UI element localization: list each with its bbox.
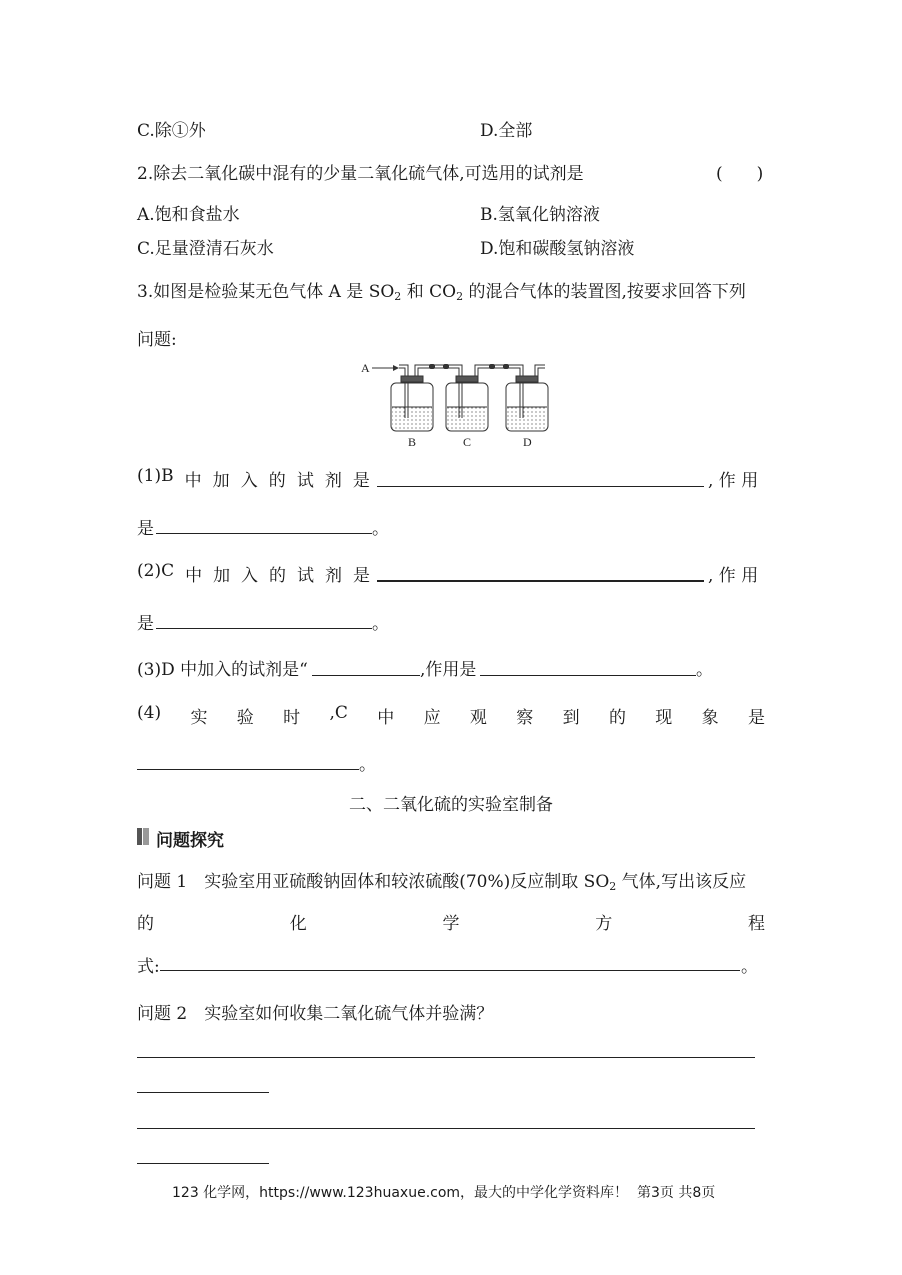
q3-part2-char: 是 bbox=[352, 566, 370, 586]
q3-part1-reagent-blank[interactable] bbox=[377, 486, 704, 487]
q3-part2-char: 试 bbox=[297, 566, 315, 586]
q3-part1-char: 的 bbox=[268, 471, 286, 491]
q3-part4-char: 是 bbox=[747, 708, 765, 728]
gas-washing-apparatus-figure bbox=[355, 355, 555, 451]
heading-marker-icon bbox=[137, 828, 142, 845]
q3-part4-char: 时 bbox=[283, 708, 301, 728]
wt2-question: 问题 2 实验室如何收集二氧化硫气体并验满？ bbox=[137, 1004, 494, 1024]
wt1-char: 方 bbox=[595, 914, 613, 934]
q3-stem-part: 和 CO bbox=[401, 282, 457, 302]
q3-part3-purpose-blank[interactable] bbox=[480, 675, 696, 676]
q3-part3-prefix: (3)D 中加入的试剂是“ bbox=[137, 660, 308, 680]
q3-part1-prompt bbox=[137, 466, 370, 491]
section-title: 二、二氧化硫的实验室制备 bbox=[349, 795, 553, 815]
q3-part4-end: 。 bbox=[359, 755, 376, 775]
q3-sub: 2 bbox=[456, 290, 464, 303]
q3-part2-char: 入 bbox=[241, 566, 259, 586]
q3-stem-part: 3.如图是检验某无色气体 A 是 SO bbox=[137, 282, 395, 302]
q3-part1-char: 加 bbox=[212, 471, 230, 491]
wt1-char: 学 bbox=[442, 914, 460, 934]
wt1-char: 化 bbox=[289, 914, 307, 934]
wt1-char: 的 bbox=[137, 914, 154, 934]
q3-part4-char: ,C bbox=[329, 703, 348, 723]
section-heading: 问题探究 bbox=[156, 831, 224, 851]
q2-stem: 2.除去二氧化碳中混有的少量二氧化硫气体,可选用的试剂是 bbox=[137, 164, 584, 184]
wt2-answer-blank[interactable] bbox=[137, 1057, 755, 1058]
q3-part4-char: 观 bbox=[469, 708, 487, 728]
q3-part4-prompt bbox=[137, 703, 765, 728]
footer-text: 123 化学网，https://www.123huaxue.com，最大的中学化学资料库！ bbox=[172, 1185, 629, 1201]
q2-option-c: C.足量澄清石灰水 bbox=[137, 239, 274, 259]
q3-part1-purpose-blank[interactable] bbox=[156, 533, 372, 534]
q3-part2-char: (2)C bbox=[137, 561, 175, 581]
q3-part4-char: 现 bbox=[655, 708, 673, 728]
q3-stem-part: 的混合气体的装置图,按要求回答下列 bbox=[463, 282, 746, 302]
q3-part2-end: 。 bbox=[372, 614, 389, 634]
wt1-line1 bbox=[137, 867, 746, 893]
q3-part1-char: (1)B bbox=[137, 466, 174, 486]
q3-stem-line2: 问题: bbox=[137, 330, 177, 350]
q3-part4-char: 察 bbox=[516, 708, 534, 728]
figure-inlet-label: A bbox=[361, 361, 370, 375]
q3-part2-reagent-blank[interactable] bbox=[377, 580, 704, 582]
wt2-answer-blank[interactable] bbox=[137, 1092, 269, 1093]
q3-part2-line2-prefix: 是 bbox=[137, 614, 154, 634]
wt1-line3-end: 。 bbox=[741, 957, 758, 977]
q2-answer-paren: ( ) bbox=[716, 164, 764, 184]
q3-part1-char: 入 bbox=[240, 471, 258, 491]
wt1-line2 bbox=[137, 909, 765, 934]
q3-part1-char: 剂 bbox=[324, 471, 342, 491]
q3-part3-mid: ,作用是 bbox=[420, 660, 477, 680]
q3-stem bbox=[137, 277, 746, 303]
wt1-part: 气体,写出该反应 bbox=[616, 872, 747, 892]
wt1-sub: 2 bbox=[609, 880, 617, 893]
q3-part3-end: 。 bbox=[696, 660, 713, 680]
wt1-part: 问题 1 实验室用亚硫酸钠固体和较浓硫酸(70%)反应制取 SO bbox=[137, 872, 610, 892]
q3-part2-char: 加 bbox=[213, 566, 231, 586]
q2-option-b: B.氢氧化钠溶液 bbox=[480, 205, 600, 225]
q3-part2-char: 中 bbox=[185, 566, 203, 586]
q3-sub: 2 bbox=[394, 290, 402, 303]
q3-part1-char: 试 bbox=[296, 471, 314, 491]
q3-part4-char: (4) bbox=[137, 703, 162, 723]
q3-part1-line2-prefix: 是 bbox=[137, 519, 154, 539]
q3-part4-char: 实 bbox=[190, 708, 208, 728]
footer-page-number: 第3页 共8页 bbox=[637, 1185, 716, 1201]
q3-part2-tail: , 作 用 bbox=[708, 566, 759, 586]
figure-label-b: B bbox=[408, 435, 417, 449]
q3-part4-char: 的 bbox=[608, 708, 626, 728]
wt1-equation-blank[interactable] bbox=[160, 970, 740, 971]
q3-part4-char: 应 bbox=[423, 708, 441, 728]
q3-part2-char: 剂 bbox=[325, 566, 342, 586]
q3-part2-prompt bbox=[137, 561, 370, 586]
q3-part4-char: 象 bbox=[701, 708, 719, 728]
q3-part2-purpose-blank[interactable] bbox=[156, 628, 372, 629]
q2-option-d: D.饱和碳酸氢钠溶液 bbox=[480, 239, 635, 259]
q1-option-d: D.全部 bbox=[480, 121, 533, 141]
q2-option-a: A.饱和食盐水 bbox=[137, 205, 240, 225]
q3-part1-tail: , 作 用 bbox=[708, 471, 759, 491]
figure-label-d: D bbox=[523, 435, 532, 449]
wt1-char: 程 bbox=[748, 914, 765, 934]
figure-label-c: C bbox=[463, 435, 472, 449]
heading-marker-icon bbox=[143, 828, 149, 845]
q3-part2-char: 的 bbox=[269, 566, 287, 586]
q3-part1-char: 中 bbox=[184, 471, 202, 491]
wt1-line3-prefix: 式: bbox=[137, 957, 160, 977]
q3-part4-char: 到 bbox=[562, 708, 580, 728]
wt2-answer-blank[interactable] bbox=[137, 1163, 269, 1164]
wt2-answer-blank[interactable] bbox=[137, 1128, 755, 1129]
q3-part4-char: 中 bbox=[377, 708, 395, 728]
q3-part1-char: 是 bbox=[352, 471, 370, 491]
q3-part4-observation-blank[interactable] bbox=[137, 769, 359, 770]
q1-option-c: C.除①外 bbox=[137, 121, 206, 141]
q3-part3-reagent-blank[interactable] bbox=[312, 675, 420, 676]
q3-part1-end: 。 bbox=[372, 519, 389, 539]
q3-part4-char: 验 bbox=[236, 708, 254, 728]
